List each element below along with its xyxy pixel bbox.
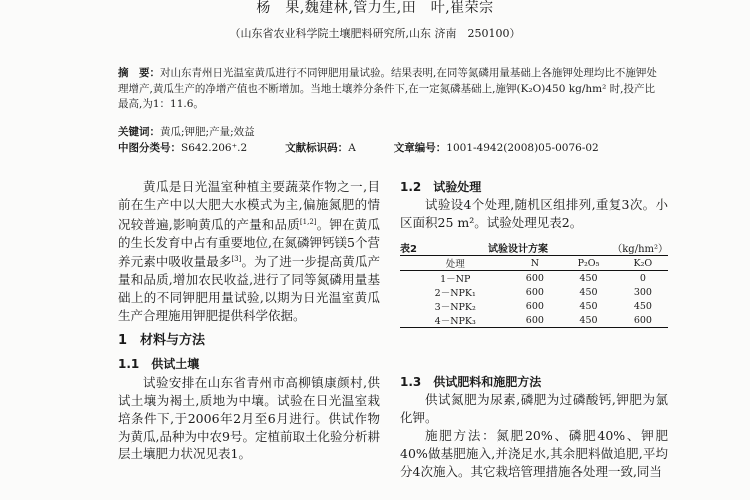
- table-cell: 600: [618, 313, 668, 328]
- citation-3: [3]: [231, 255, 242, 264]
- doc-code: A: [348, 142, 356, 154]
- section-1-2-text: 试验设4个处理,随机区组排列,重复3次。小区面积25 m²。试验处理见表2。: [400, 197, 668, 230]
- table-cell: 450: [579, 300, 598, 312]
- affiliation: （山东省农业科学院土壤肥料研究所,山东 济南 250100）: [229, 27, 521, 40]
- section-1-3-text: 供试氮肥为尿素,磷肥为过磷酸钙,钾肥为氯化钾。: [400, 392, 668, 425]
- table-cell: 600: [525, 286, 544, 298]
- table-row: [400, 299, 668, 313]
- table-cell: 450: [633, 300, 652, 312]
- abstract: [118, 66, 663, 113]
- table-cell: 450: [579, 286, 598, 298]
- doc-code-label: 文献标识码：: [285, 142, 349, 154]
- clc-number: S642.206⁺.2: [181, 142, 248, 154]
- section-1-3-heading: 1.3 供试肥料和施肥方法: [400, 375, 542, 389]
- section-1-1-text: 试验安排在山东省青州市高柳镇康颜村,供试土壤为褐土,质地为中壤。试验在日光温室栽培条件下,于2006年2月至6月进行。供试作物为黄瓜,品种为中农9号。定植前取土化验分析耕层土壤肥力状况见表1。: [118, 375, 380, 462]
- keywords-text: 黄瓜;钾肥;产量;效益: [160, 126, 255, 138]
- citation-1-2: [1,2]: [299, 217, 317, 226]
- table-cell: 450: [559, 313, 618, 328]
- section-1-2-heading: 1.2 试验处理: [400, 180, 482, 194]
- table-2-label: 表2: [400, 244, 417, 255]
- keywords: [118, 124, 255, 139]
- section-1-2: [400, 178, 668, 232]
- section-1-heading: 1 材料与方法: [118, 332, 206, 348]
- article-meta: [118, 140, 599, 155]
- table-cell: 4－NPK₃: [400, 313, 511, 328]
- article-number-label: 文章编号：: [393, 142, 447, 154]
- table-cell: 600: [525, 272, 544, 284]
- table-2: [400, 255, 668, 328]
- section-1-3-text-2: 施肥方法：氮肥20%、磷肥40%、钾肥40%做基肥施入,并浇足水,其余肥料做追肥,平均分4次施入。其它栽培管理措施各处理一致,同当: [400, 428, 668, 479]
- table-cell: 450: [579, 272, 598, 284]
- table-cell: 1－NP: [440, 274, 471, 285]
- table-2-title: 试验设计方案: [488, 244, 548, 255]
- table-cell: 300: [633, 286, 652, 298]
- abstract-label: 摘 要：: [118, 67, 160, 79]
- keywords-label: 关键词：: [118, 126, 160, 138]
- clc-label: 中图分类号：: [118, 142, 181, 154]
- table-cell: 0: [639, 272, 646, 284]
- table-header-cell: P₂O₅: [559, 256, 618, 271]
- table-cell: 2－NPK₁: [434, 288, 476, 299]
- table-header-cell: 处理: [400, 256, 511, 271]
- table-header-cell: N: [511, 256, 560, 271]
- author-list: 杨 果,魏建林,管力生,田 叶,崔荣宗: [256, 0, 494, 16]
- article-number: 1001-4942(2008)05-0076-02: [446, 142, 599, 154]
- table-cell: 600: [525, 300, 544, 312]
- left-column: [118, 178, 380, 463]
- table-row: [400, 271, 668, 286]
- section-1-1-heading: 1.1 供试土壤: [118, 357, 200, 372]
- table-header-row: [400, 256, 668, 271]
- table-cell: 3－NPK₂: [434, 302, 476, 313]
- table-header-cell: K₂O: [618, 256, 668, 271]
- intro-paragraph: 黄瓜是日光温室种植主要蔬菜作物之一,目前在生产中以大肥大水模式为主,偏施氮肥的情况较普遍,影响黄瓜的产量和品质[1,2]。钾在黄瓜的生长发育中占有重要地位,在氮磷钾钙镁5个营养元素中吸收量最多[3]。为了进一步提高黄瓜产量和品质,增加农民收益,进行了同等氮磷用量基础上的不同钾肥用量试验,以期为日光温室黄瓜生产合理施用钾肥提供科学依据。: [118, 179, 380, 323]
- table-row: [400, 313, 668, 328]
- section-1-3: [400, 373, 668, 481]
- abstract-text: 对山东青州日光温室黄瓜进行不同钾肥用量试验。结果表明,在同等氮磷用量基础上各施钾处理均比不施钾处理增产,黄瓜生产的净增产值也不断增加。当地土壤养分条件下,在一定氮磷基础上,施钾(K₂O)450 kg/hm² 时,投产比最高,为1：11.6。: [118, 67, 657, 110]
- table-2-unit: （kg/hm²）: [612, 244, 668, 255]
- table-row: [400, 285, 668, 299]
- table-cell: 600: [511, 313, 560, 328]
